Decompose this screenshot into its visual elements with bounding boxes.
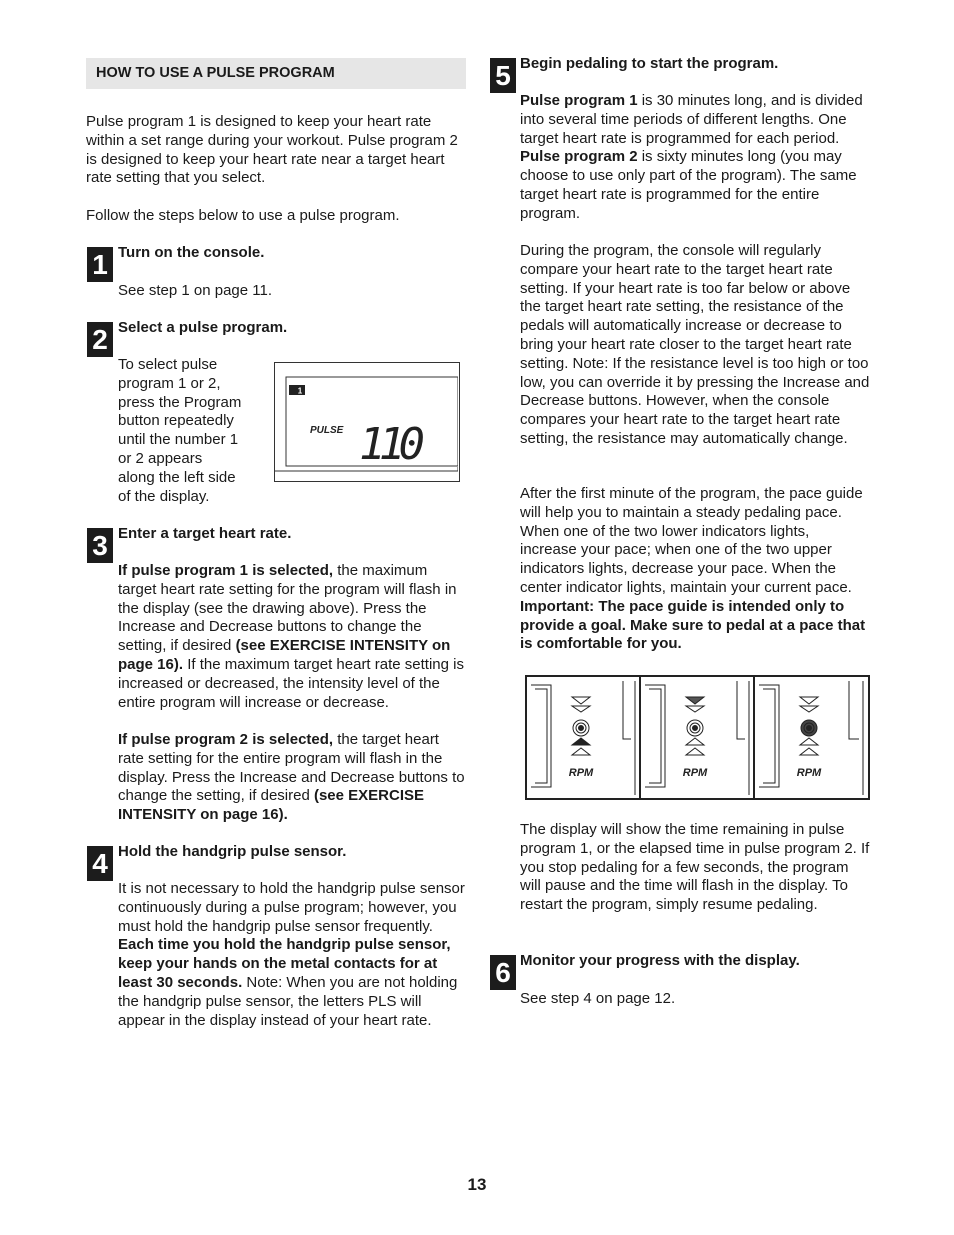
step-2-body	[118, 356, 268, 506]
step-2-line: or 2 appears	[118, 449, 203, 467]
pace-guide-drawing	[525, 675, 870, 800]
pulse-label: PULSE	[310, 425, 344, 436]
step-2-line: press the Program	[118, 393, 242, 411]
step-1-number: 1	[87, 247, 113, 282]
step-2-line: program 1 or 2,	[118, 374, 221, 392]
step-3-p1-bold: If pulse program 1 is selected,	[118, 562, 334, 579]
step-5-paragraph-4: The display will show the time remaining in pulse program 1, or the elapsed time in pulse program 2. If you stop pedaling for a few seconds, the program will pause and the time will flash in the display. To restart the program, simply resume pedaling.	[520, 821, 870, 914]
step-3-paragraph-2	[118, 731, 468, 825]
step-6-number: 6	[490, 955, 516, 990]
step-4-text-b: Note: When you are not holding the handgrip pulse sensor, the letters PLS will appear in the display instead of your heart rate.	[118, 973, 458, 1029]
step-5-paragraph-3	[520, 485, 870, 654]
step-1-title: Turn on the console.	[118, 244, 265, 261]
step-3-paragraph-1	[118, 562, 468, 712]
step-3-p2-bold: If pulse program 2 is selected,	[118, 731, 334, 748]
rpm-label: RPM	[682, 767, 708, 779]
step-2-title: Select a pulse program.	[118, 319, 288, 336]
step-5-p1-text-a: is 30 minutes long, and is divided into several time periods of different lengths. One target heart rate is programmed for each period.	[520, 92, 863, 147]
section-title: HOW TO USE A PULSE PROGRAM	[86, 58, 466, 89]
step-2-line: of the display.	[118, 487, 210, 505]
step-4-paragraph	[118, 880, 468, 1030]
step-4-bold: Each time you hold the handgrip pulse sensor, keep your hands on the metal contacts for at least 30 seconds.	[118, 936, 451, 991]
step-2-line: along the left side	[118, 468, 236, 486]
step-3-p1-text-a: the maximum target heart rate setting for the program will flash in the display (see the drawing above). Press the Increase and Decrease buttons to change the setting, if desired	[118, 562, 457, 655]
step-2-line: To select pulse	[118, 356, 218, 373]
step-6-body: See step 4 on page 12.	[520, 990, 676, 1007]
step-2-line: until the number 1	[118, 431, 239, 449]
step-3-number: 3	[87, 528, 113, 563]
program-indicator-number: 1	[297, 386, 303, 396]
intro-paragraph-1: Pulse program 1 is designed to keep your heart rate within a set range during your workout. Pulse program 2 is designed to keep your heart rate near a target heart rate setting that you select.	[86, 113, 458, 187]
step-5-p1-bold-2: Pulse program 2	[520, 148, 638, 166]
step-4-text-a: It is not necessary to hold the handgrip pulse sensor continuously during a pulse program; however, you must hold the handgrip pulse sensor frequently.	[118, 880, 465, 935]
step-1-body: See step 1 on page 11.	[118, 282, 273, 299]
step-4-number: 4	[87, 846, 113, 881]
step-3-title: Enter a target heart rate.	[118, 525, 292, 542]
step-6-title: Monitor your progress with the display.	[520, 952, 800, 969]
step-5-p3-text: After the first minute of the program, the pace guide will help you to maintain a steady pedaling pace. When one of the two lower indicators lights, increase your pace; when one of the two upper indicators lights, decrease your pace. When the center indicator lights, maintain your current pace.	[520, 485, 863, 596]
step-3-p2-reference: (see EXERCISE INTENSITY on page 16).	[118, 787, 425, 824]
step-5-p1-bold-1: Pulse program 1	[520, 92, 638, 109]
pace-guide-svg	[527, 677, 868, 798]
step-5-title: Begin pedaling to start the program.	[520, 55, 779, 72]
step-5-paragraph-2: During the program, the console will regularly compare your heart rate to the target heart rate setting. If your heart rate is too far below or above the target heart rate setting, the resistance of the pedals will automatically increase or decrease to bring your heart rate closer to the target heart rate setting. Note: If the resistance level is too high or too low, you can override it by pressing the Increase and Decrease buttons. However, when the console compares your heart rate to the target heart rate setting, the resistance may automatically change.	[520, 242, 870, 447]
console-display-svg	[275, 363, 458, 480]
rpm-label: RPM	[796, 767, 822, 779]
step-4-title: Hold the handgrip pulse sensor.	[118, 843, 347, 860]
step-5-number: 5	[490, 58, 516, 93]
rpm-label: RPM	[568, 767, 594, 779]
step-2-line: button repeatedly	[118, 412, 234, 430]
page-number: 13	[467, 1175, 487, 1194]
step-3-p1-text-b: If the maximum target heart rate setting is increased or decreased, the intensity level of the entire program will increase or decrease.	[118, 655, 464, 711]
step-5-p1-text-c: is sixty minutes long (you may choose to use only part of the program). The same target heart rate is programmed for the entire program.	[520, 148, 857, 222]
intro-paragraph-2: Follow the steps below to use a pulse program.	[86, 207, 400, 224]
step-3-p2-text-a: the target heart rate setting for the entire program will flash in the display. Press the Increase and Decrease buttons to change the setting, if desired	[118, 731, 465, 805]
step-5-p3-bold: Important: The pace guide is intended only to provide a goal. Make sure to pedal at a pace that is comfortable for you.	[520, 597, 866, 653]
console-display-drawing	[274, 362, 460, 482]
step-3-p1-reference: (see EXERCISE INTENSITY on page 16).	[118, 637, 451, 673]
step-5-paragraph-1	[520, 92, 870, 224]
heart-rate-value: 110	[359, 419, 427, 470]
step-2-number: 2	[87, 322, 113, 357]
